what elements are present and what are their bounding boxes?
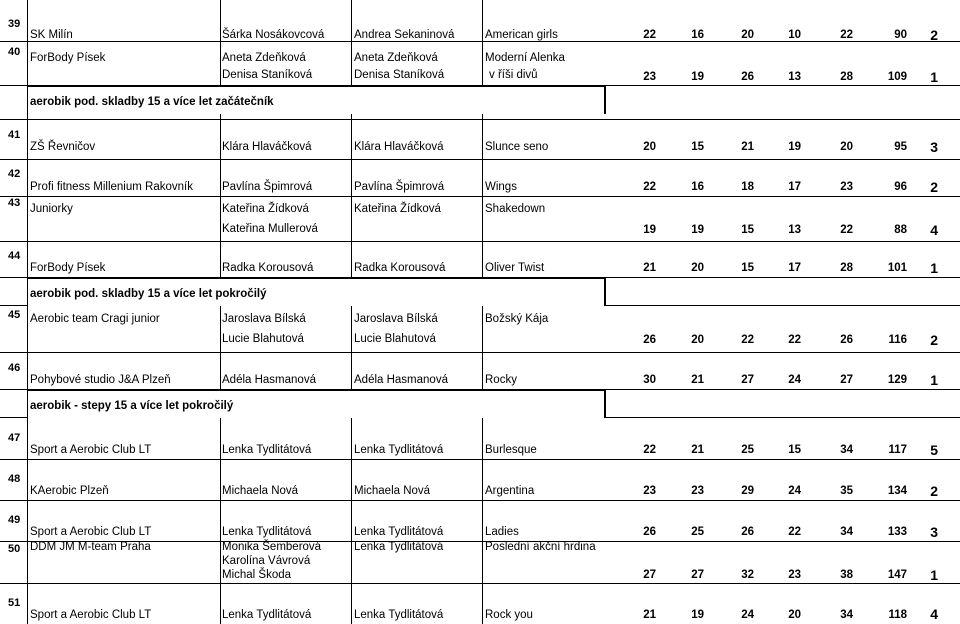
trainer-name: Michal Škoda — [222, 569, 292, 581]
rank: 2 — [930, 179, 938, 195]
score: 19 — [691, 71, 704, 83]
total-score: 118 — [888, 609, 907, 621]
author-name: Radka Korousová — [354, 262, 446, 274]
score: 27 — [741, 374, 754, 386]
score: 21 — [691, 374, 704, 386]
author-name: Andrea Sekaninová — [354, 29, 455, 41]
start-number: 45 — [8, 309, 21, 321]
score: 15 — [741, 262, 754, 274]
row-rule — [0, 583, 960, 584]
author-name: Kateřina Žídková — [354, 203, 441, 215]
rank: 2 — [930, 332, 938, 348]
club-name: ForBody Písek — [30, 262, 106, 274]
author-name: Lenka Tydlitátová — [354, 526, 444, 538]
club-name: Profi fitness Millenium Rakovník — [30, 181, 193, 193]
score: 16 — [691, 181, 704, 193]
rank: 2 — [930, 483, 938, 499]
score: 26 — [643, 334, 656, 346]
score: 19 — [691, 224, 704, 236]
author-name: Klára Hlaváčková — [354, 141, 444, 153]
score: 22 — [741, 334, 754, 346]
total-score: 134 — [887, 485, 907, 497]
club-name: Sport a Aerobic Club LT — [30, 526, 152, 538]
author-name: Lenka Tydlitátová — [354, 541, 444, 553]
trainer-name: Denisa Staníková — [222, 69, 313, 81]
trainer-name: Lucie Blahutová — [222, 333, 304, 345]
score: 19 — [643, 224, 656, 236]
trainer-name: Karolína Vávrová — [222, 555, 311, 567]
score: 28 — [840, 262, 853, 274]
routine-title: Wings — [485, 181, 517, 193]
score: 23 — [840, 181, 853, 193]
score: 17 — [788, 262, 801, 274]
start-number: 51 — [8, 597, 21, 609]
start-number: 44 — [8, 250, 21, 262]
score: 21 — [643, 262, 656, 274]
total-score: 95 — [894, 141, 907, 153]
rank: 1 — [930, 69, 938, 85]
score: 26 — [840, 334, 853, 346]
trainer-name: Adéla Hasmanová — [222, 374, 316, 386]
total-score: 116 — [888, 334, 907, 346]
start-number: 39 — [8, 18, 21, 30]
score: 25 — [741, 444, 754, 456]
score: 13 — [788, 71, 801, 83]
total-score: 129 — [887, 374, 907, 386]
score: 20 — [643, 141, 656, 153]
score: 22 — [840, 224, 853, 236]
score: 27 — [691, 569, 704, 581]
score: 15 — [691, 141, 704, 153]
start-number: 46 — [8, 362, 21, 374]
trainer-name: Radka Korousová — [222, 262, 314, 274]
rank: 1 — [930, 372, 938, 388]
score: 22 — [788, 526, 801, 538]
row-rule — [0, 500, 960, 501]
score: 25 — [691, 526, 704, 538]
start-number: 50 — [8, 543, 21, 555]
routine-title: Shakedown — [485, 203, 546, 215]
score: 30 — [643, 374, 656, 386]
club-name: Pohybové studio J&A Plzeň — [30, 374, 171, 386]
score: 24 — [741, 609, 754, 621]
score: 27 — [840, 374, 853, 386]
routine-title: Božský Kája — [485, 313, 549, 325]
score: 23 — [643, 71, 656, 83]
rank: 1 — [930, 260, 938, 276]
score: 26 — [741, 71, 754, 83]
score: 26 — [741, 526, 754, 538]
row-rule — [0, 159, 960, 160]
trainer-name: Kateřina Mullerová — [222, 223, 318, 235]
start-number: 42 — [8, 168, 21, 180]
score: 20 — [691, 334, 704, 346]
score: 22 — [840, 29, 853, 41]
author-name: Lucie Blahutová — [354, 333, 436, 345]
score: 19 — [691, 609, 704, 621]
routine-title: Burlesque — [485, 444, 537, 456]
club-name: KAerobic Plzeň — [30, 485, 109, 497]
start-number: 49 — [8, 514, 21, 526]
total-score: 96 — [894, 181, 907, 193]
category-header — [28, 389, 606, 418]
score: 34 — [840, 526, 853, 538]
rank: 4 — [930, 606, 938, 622]
score: 16 — [691, 29, 704, 41]
total-score: 117 — [888, 444, 907, 456]
trainer-name: Jaroslava Bílská — [222, 313, 306, 325]
routine-title: Ladies — [485, 526, 519, 538]
author-name: Adéla Hasmanová — [354, 374, 448, 386]
trainer-name: Michaela Nová — [222, 485, 299, 497]
routine-title: American girls — [485, 29, 558, 41]
row-rule — [0, 352, 960, 353]
routine-title: Rocky — [485, 374, 517, 386]
score: 20 — [741, 29, 754, 41]
trainer-name: Kateřina Žídková — [222, 203, 309, 215]
score: 24 — [788, 374, 801, 386]
routine-title: Poslední akční hrdina — [485, 541, 596, 553]
trainer-name: Aneta Zdeňková — [222, 52, 306, 64]
author-name: Lenka Tydlitátová — [354, 444, 444, 456]
score: 34 — [840, 444, 853, 456]
routine-title: Moderní Alenka — [485, 52, 565, 64]
score: 17 — [788, 181, 801, 193]
score: 15 — [788, 444, 801, 456]
score: 21 — [691, 444, 704, 456]
total-score: 101 — [887, 262, 907, 274]
author-name: Lenka Tydlitátová — [354, 609, 444, 621]
club-name: Juniorky — [30, 203, 73, 215]
total-score: 147 — [887, 569, 907, 581]
total-score: 90 — [894, 29, 907, 41]
trainer-name: Klára Hlaváčková — [222, 141, 312, 153]
routine-title: Argentina — [485, 485, 535, 497]
routine-title: v říši divů — [489, 69, 538, 81]
author-name: Pavlína Špimrová — [354, 181, 445, 193]
score: 22 — [788, 334, 801, 346]
score: 32 — [741, 569, 754, 581]
score: 34 — [840, 609, 853, 621]
category-title: aerobik pod. skladby 15 a více let začátečník — [30, 96, 274, 108]
club-name: ZŠ Řevničov — [30, 141, 96, 153]
trainer-name: Lenka Tydlitátová — [222, 444, 312, 456]
total-score: 88 — [894, 224, 907, 236]
score: 22 — [643, 29, 656, 41]
routine-title: Slunce seno — [485, 141, 549, 153]
score: 23 — [643, 485, 656, 497]
score: 27 — [643, 569, 656, 581]
score: 22 — [643, 444, 656, 456]
score: 20 — [840, 141, 853, 153]
row-rule — [0, 241, 960, 242]
rank: 4 — [930, 222, 938, 238]
author-name: Aneta Zdeňková — [354, 52, 438, 64]
score: 35 — [840, 485, 853, 497]
start-number: 48 — [8, 473, 21, 485]
score: 20 — [788, 609, 801, 621]
score: 23 — [788, 569, 801, 581]
rank: 3 — [930, 524, 938, 540]
club-name: Sport a Aerobic Club LT — [30, 444, 152, 456]
category-title: aerobik pod. skladby 15 a více let pokročilý — [30, 288, 267, 300]
rank: 5 — [930, 442, 938, 458]
score: 22 — [643, 181, 656, 193]
score: 18 — [741, 181, 754, 193]
trainer-name: Šárka Nosákovcová — [222, 29, 325, 41]
score: 38 — [840, 569, 853, 581]
score: 28 — [840, 71, 853, 83]
row-rule — [0, 41, 960, 42]
category-header — [28, 85, 606, 114]
score: 20 — [691, 262, 704, 274]
author-name: Jaroslava Bílská — [354, 313, 438, 325]
score: 24 — [788, 485, 801, 497]
trainer-name: Lenka Tydlitátová — [222, 609, 312, 621]
rank: 1 — [930, 567, 938, 583]
score: 19 — [788, 141, 801, 153]
club-name: Aerobic team Cragi junior — [30, 313, 160, 325]
score: 21 — [741, 141, 754, 153]
trainer-name: Pavlína Špimrová — [222, 181, 313, 193]
start-number: 47 — [8, 432, 21, 444]
category-title: aerobik - stepy 15 a více let pokročilý — [30, 400, 234, 412]
score: 23 — [691, 485, 704, 497]
author-name: Michaela Nová — [354, 485, 431, 497]
start-number: 40 — [8, 46, 21, 58]
rank: 3 — [930, 139, 938, 155]
start-number: 43 — [8, 197, 21, 209]
row-rule — [0, 459, 960, 460]
total-score: 109 — [887, 71, 907, 83]
trainer-name: Lenka Tydlitátová — [222, 526, 312, 538]
row-rule — [0, 119, 960, 120]
club-name: SK Milín — [30, 29, 73, 41]
club-name: Sport a Aerobic Club LT — [30, 609, 152, 621]
row-rule — [0, 196, 960, 197]
club-name: DDM JM M-team Praha — [30, 541, 151, 553]
rank: 2 — [930, 27, 938, 43]
category-header — [28, 277, 606, 306]
trainer-name: Monika Šemberová — [222, 541, 322, 553]
score: 29 — [741, 485, 754, 497]
start-number: 41 — [8, 129, 21, 141]
score: 15 — [741, 224, 754, 236]
author-name: Denisa Staníková — [354, 69, 445, 81]
routine-title: Rock you — [485, 609, 533, 621]
score: 21 — [643, 609, 656, 621]
score: 13 — [788, 224, 801, 236]
routine-title: Oliver Twist — [485, 262, 545, 274]
total-score: 133 — [887, 526, 907, 538]
club-name: ForBody Písek — [30, 52, 106, 64]
score: 10 — [788, 29, 801, 41]
score: 26 — [643, 526, 656, 538]
